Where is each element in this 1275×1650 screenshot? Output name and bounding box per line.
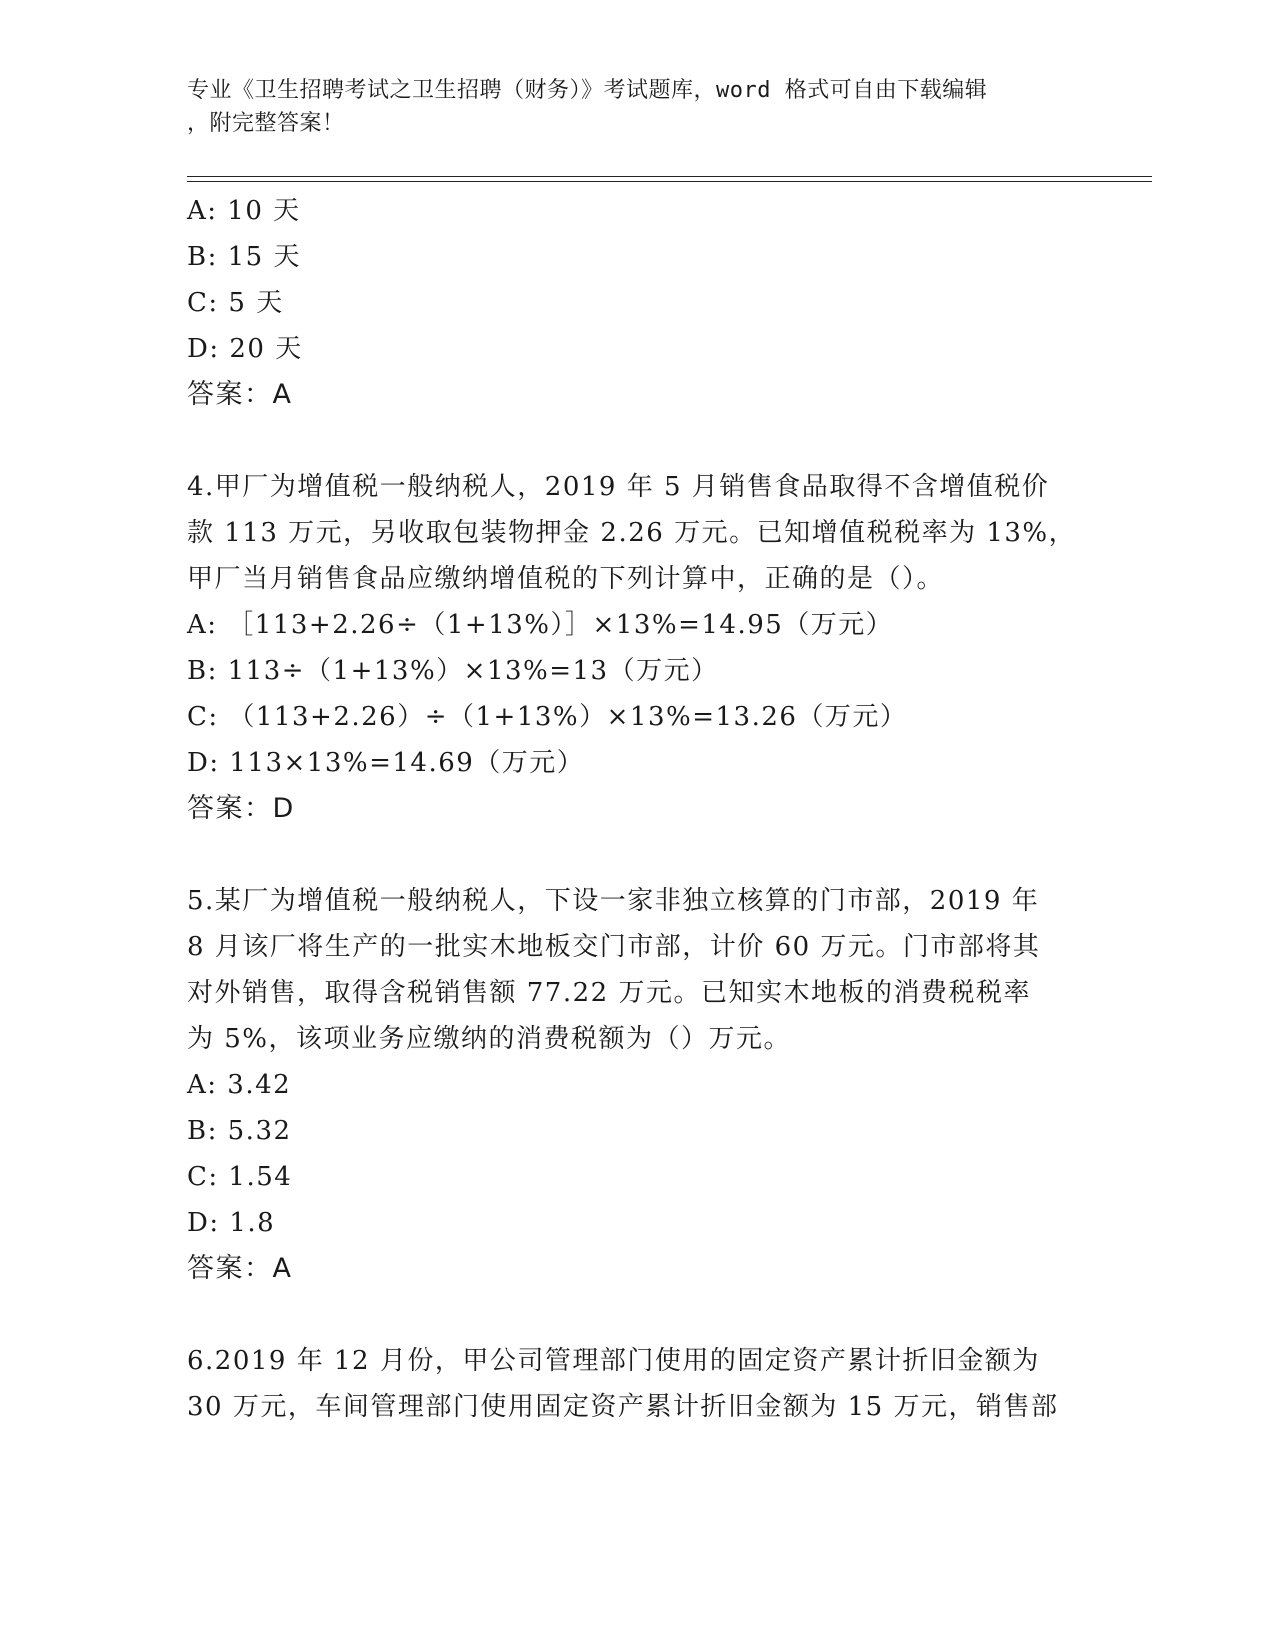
answer: 答案：A (187, 379, 293, 410)
spacer (187, 418, 1087, 464)
question-stem-line: 款 113 万元，另收取包装物押金 2.26 万元。已知增值税税率为 13%， (187, 518, 1077, 548)
question-stem-line: 为 5%，该项业务应缴纳的消费税额为（）万元。 (187, 1024, 792, 1054)
option-c: C: 5 天 (187, 288, 284, 318)
question-5 (187, 878, 1087, 1292)
question-4 (187, 464, 1087, 832)
option-a: A: 3.42 (187, 1070, 292, 1100)
option-a: A: ［113+2.26÷（1+13%）］×13%=14.95（万元） (187, 610, 894, 640)
document-header (187, 74, 1067, 140)
question-6 (187, 1338, 1087, 1430)
question-stem-line: 甲厂当月销售食品应缴纳增值税的下列计算中，正确的是（）。 (187, 564, 945, 594)
option-d: D: 1.8 (187, 1208, 276, 1238)
option-c: C: （113+2.26）÷（1+13%）×13%=13.26（万元） (187, 702, 908, 732)
option-b: B: 5.32 (187, 1116, 292, 1146)
answer: 答案：A (187, 1253, 293, 1284)
option-c: C: 1.54 (187, 1162, 293, 1192)
question-stem-line: 8 月该厂将生产的一批实木地板交门市部，计价 60 万元。门市部将其 (187, 932, 1041, 962)
option-a: A: 10 天 (187, 196, 301, 226)
question-stem-line: 5.某厂为增值税一般纳税人，下设一家非独立核算的门市部，2019 年 (187, 886, 1040, 916)
question-stem-line: 30 万元，车间管理部门使用固定资产累计折旧金额为 15 万元，销售部 (187, 1392, 1059, 1422)
question-stem-line: 6.2019 年 12 月份，甲公司管理部门使用的固定资产累计折旧金额为 (187, 1346, 1040, 1376)
spacer (187, 1292, 1087, 1338)
option-b: B: 113÷（1+13%）×13%=13（万元） (187, 656, 719, 686)
spacer (187, 832, 1087, 878)
header-line-2: ，附完整答案！ (187, 111, 345, 136)
header-divider-top (187, 176, 1152, 177)
question-content (187, 188, 1087, 1430)
answer: 答案：D (187, 793, 295, 824)
option-d: D: 20 天 (187, 334, 303, 364)
question-3 (187, 188, 1087, 418)
question-stem-line: 对外销售，取得含税销售额 77.22 万元。已知实木地板的消费税税率 (187, 978, 1031, 1008)
option-b: B: 15 天 (187, 242, 301, 272)
header-line-1: 专业《卫生招聘考试之卫生招聘（财务）》考试题库，word 格式可自由下载编辑 (187, 78, 988, 103)
header-divider-bottom (187, 181, 1152, 182)
option-d: D: 113×13%=14.69（万元） (187, 748, 585, 778)
question-stem-line: 4.甲厂为增值税一般纳税人，2019 年 5 月销售食品取得不含增值税价 (187, 472, 1050, 502)
